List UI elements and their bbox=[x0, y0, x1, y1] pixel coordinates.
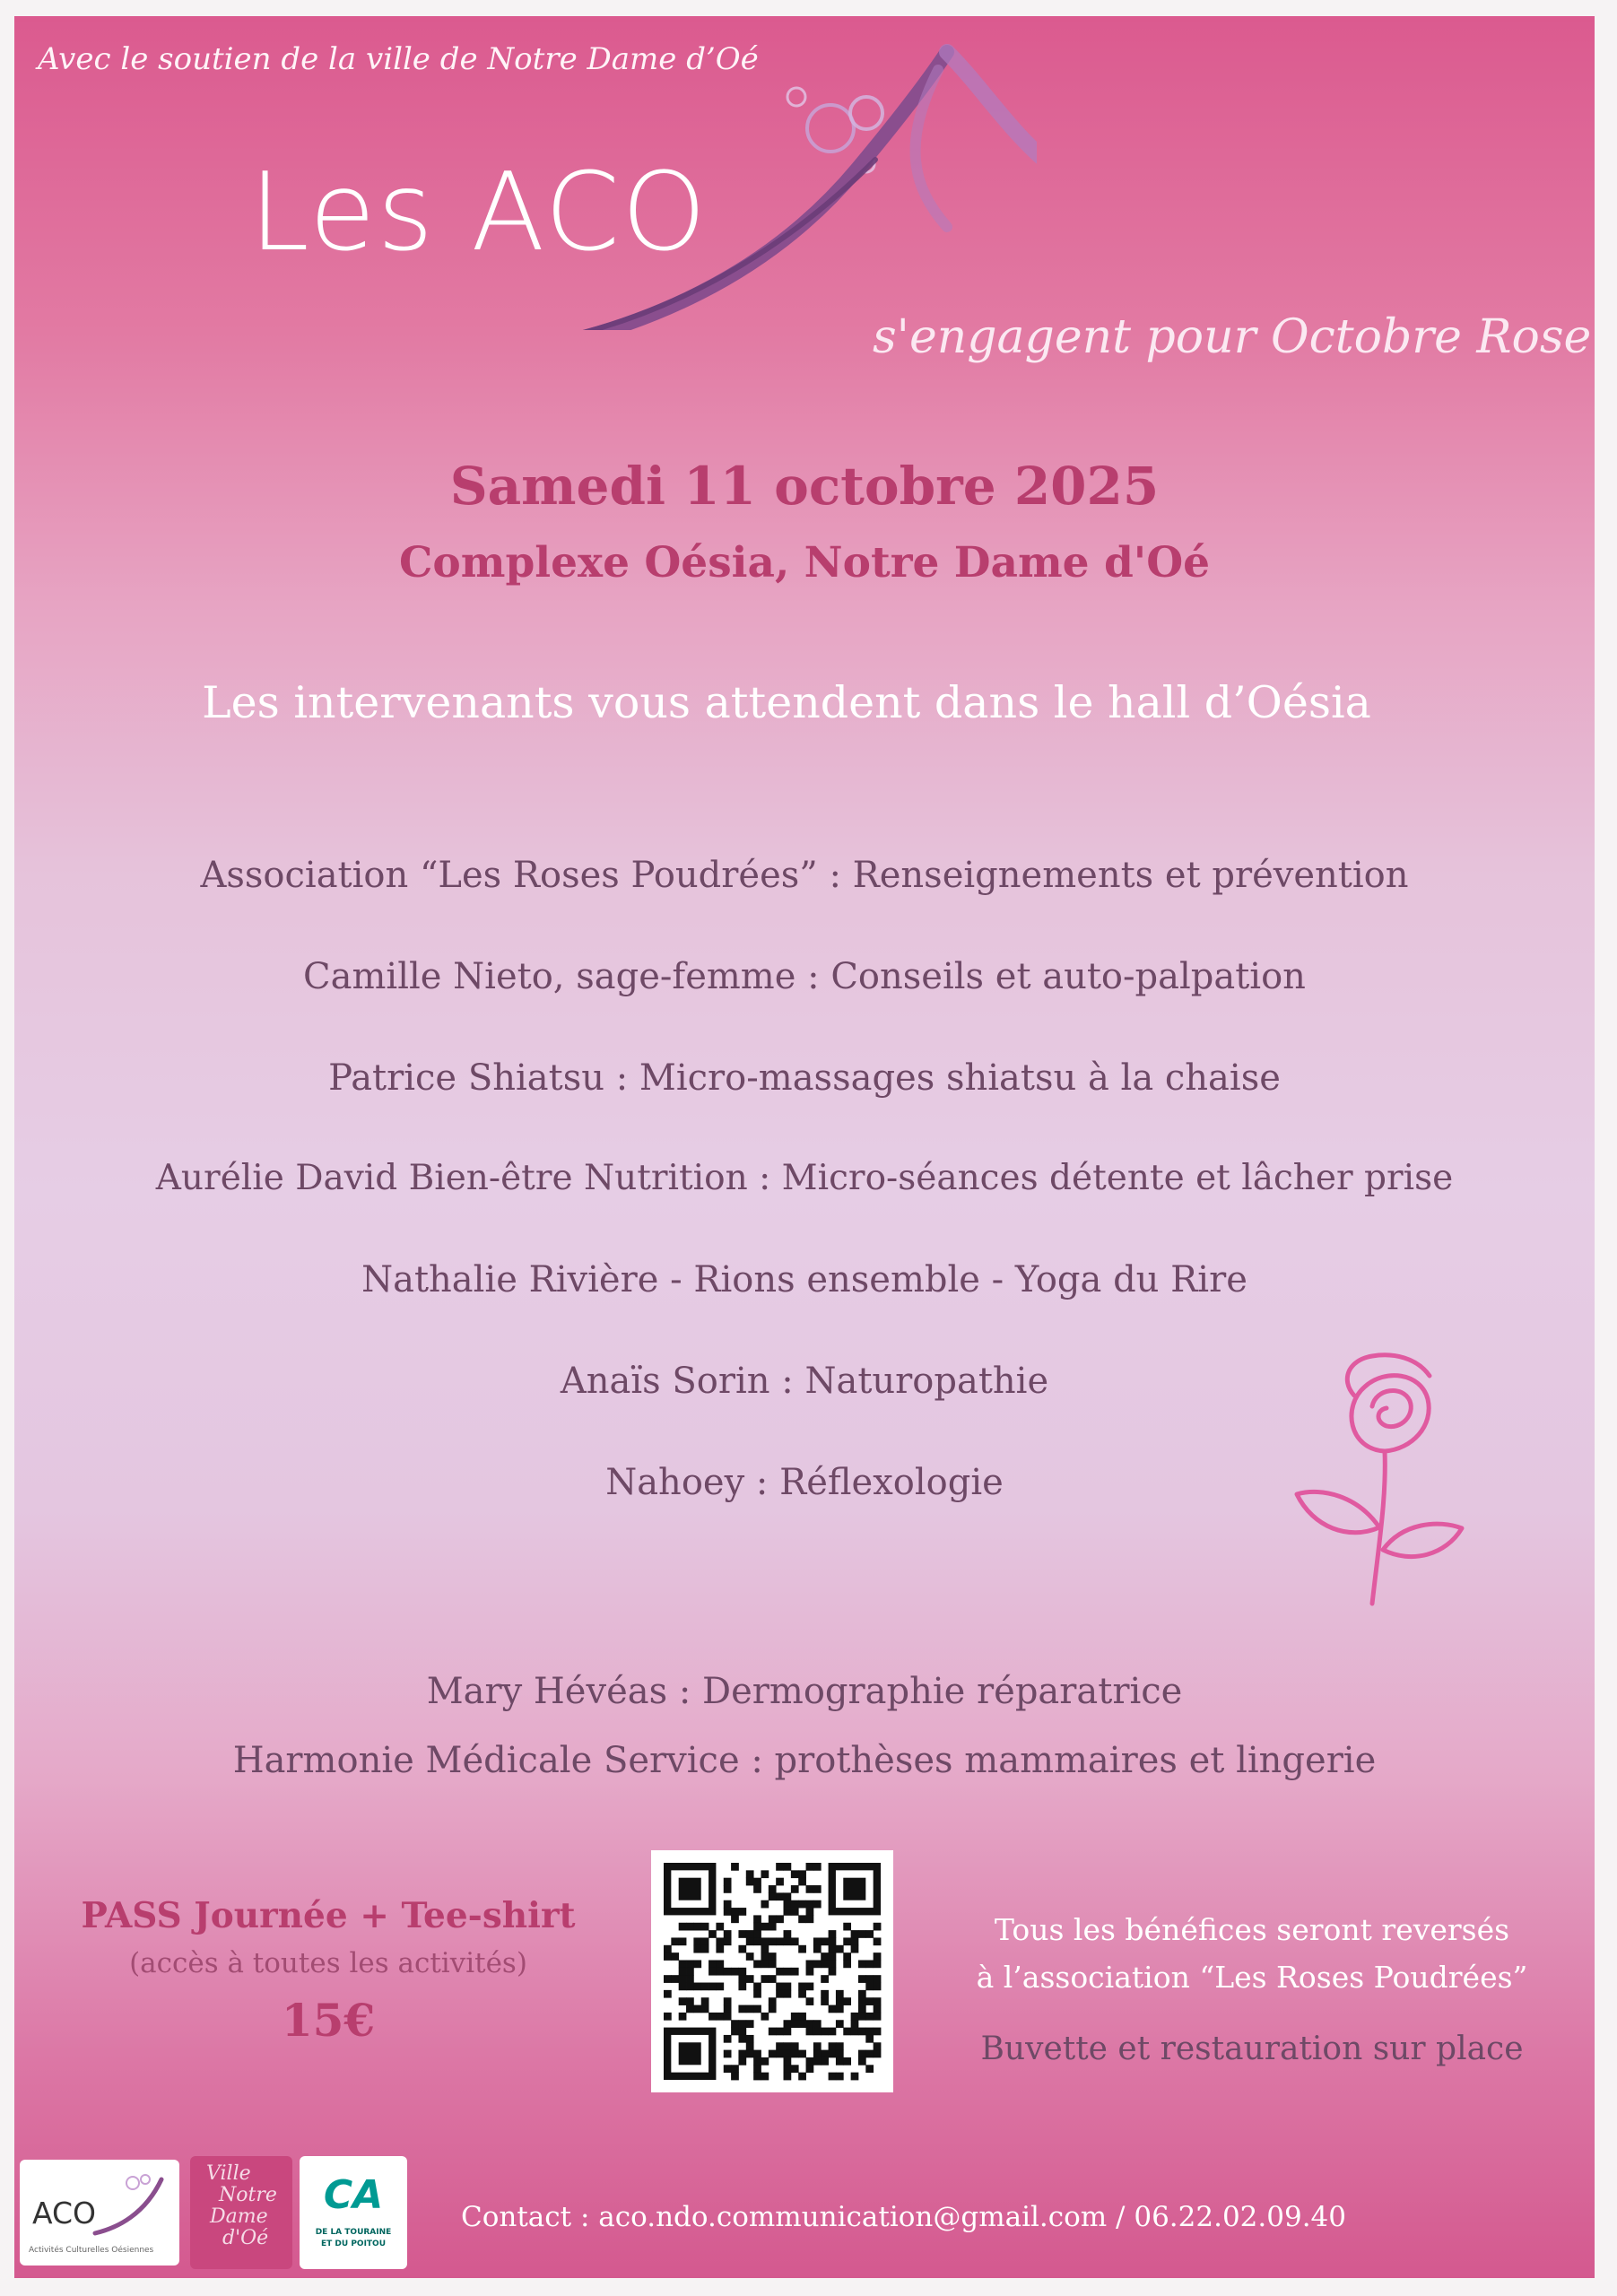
ca-mark: CA bbox=[323, 2172, 384, 2218]
extra-item: Mary Hévéas : Dermographie réparatrice bbox=[426, 1671, 1183, 1712]
qr-code[interactable] bbox=[651, 1850, 893, 2092]
event-venue: Complexe Oésia, Notre Dame d'Oé bbox=[398, 538, 1211, 587]
rose-icon bbox=[1286, 1344, 1483, 1613]
food-line: Buvette et restauration sur place bbox=[980, 2031, 1524, 2067]
ville-logo bbox=[190, 2156, 292, 2269]
benefits-line: Tous les bénéfices seront reversés bbox=[994, 1912, 1510, 1947]
speaker-item: Association “Les Roses Poudrées” : Renseignements et prévention bbox=[200, 855, 1409, 896]
page-title: Les ACO bbox=[249, 151, 709, 275]
aco-logo-name: ACO bbox=[32, 2196, 97, 2231]
aco-logo bbox=[20, 2160, 179, 2266]
qr-code-icon bbox=[651, 1850, 893, 2092]
speaker-item: Anaïs Sorin : Naturopathie bbox=[560, 1361, 1049, 1402]
event-date: Samedi 11 octobre 2025 bbox=[449, 456, 1160, 517]
pass-block bbox=[68, 1895, 588, 2047]
extra-item: Harmonie Médicale Service : prothèses mammaires et lingerie bbox=[232, 1740, 1377, 1781]
speaker-item: Camille Nieto, sage-femme : Conseils et auto-palpation bbox=[303, 956, 1306, 997]
benefits-line: à l’association “Les Roses Poudrées” bbox=[976, 1960, 1528, 1995]
credit-agricole-logo bbox=[300, 2156, 407, 2269]
pass-price: 15€ bbox=[281, 1994, 376, 2047]
support-line: Avec le soutien de la ville de Notre Dame d’Oé bbox=[38, 41, 759, 77]
pass-details: (accès à toutes les activités) bbox=[129, 1947, 527, 1979]
aco-logo-subtitle: Activités Culturelles Oésiennes bbox=[29, 2246, 154, 2255]
aco-ribbon-icon bbox=[91, 2169, 172, 2240]
contact-line: Contact : aco.ndo.communication@gmail.com / 06.22.02.09.40 bbox=[461, 2201, 1346, 2233]
benefits-block bbox=[920, 1912, 1584, 2067]
speaker-item: Aurélie David Bien-être Nutrition : Micro-séances détente et lâcher prise bbox=[155, 1158, 1454, 1198]
tagline: s'engagent pour Octobre Rose bbox=[873, 310, 1592, 364]
speaker-item: Nathalie Rivière - Rions ensemble - Yoga du Rire bbox=[361, 1259, 1248, 1300]
pass-title: PASS Journée + Tee-shirt bbox=[81, 1895, 576, 1936]
ca-line: ET DU POITOU bbox=[320, 2239, 387, 2248]
speaker-item: Nahoey : Réflexologie bbox=[605, 1462, 1004, 1503]
ville-logo-text: Ville Notre Dame d'Oé bbox=[206, 2162, 277, 2249]
poster bbox=[14, 16, 1595, 2278]
event-intro: Les intervenants vous attendent dans le hall d’Oésia bbox=[202, 677, 1371, 728]
speaker-item: Patrice Shiatsu : Micro-massages shiatsu à la chaise bbox=[328, 1057, 1281, 1099]
ca-line: DE LA TOURAINE bbox=[315, 2228, 392, 2237]
